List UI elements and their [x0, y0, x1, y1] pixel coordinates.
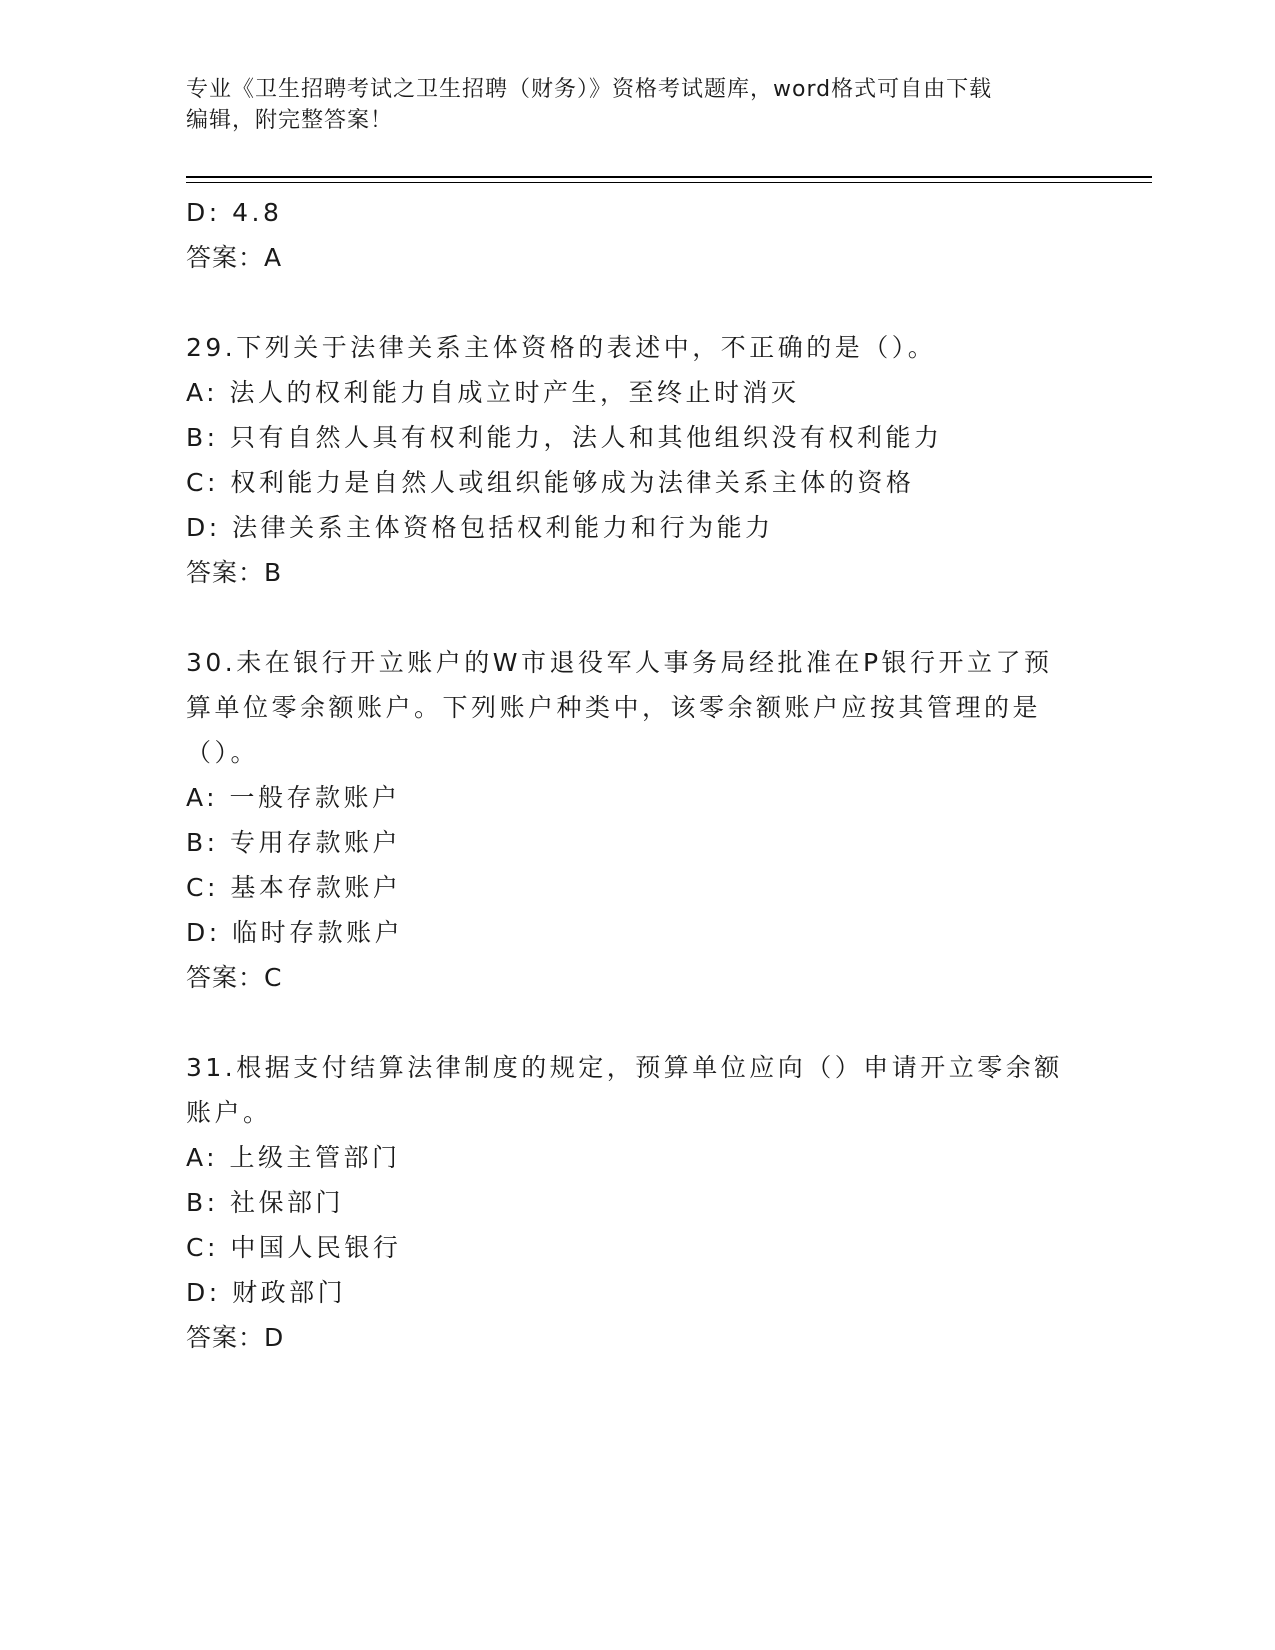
option-d: D: 临时存款账户 [186, 918, 404, 947]
answer: 答案：C [186, 963, 283, 992]
question-text-line-3: （）。 [186, 738, 260, 767]
spacer [186, 280, 1086, 325]
carryover-answer: 答案：A [186, 243, 283, 272]
spacer [186, 1000, 1086, 1045]
option-b: B: 只有自然人具有权利能力，法人和其他组织没有权利能力 [186, 423, 943, 452]
page-header [186, 74, 1066, 136]
question-31 [186, 1045, 1086, 1360]
header-line-1: 专业《卫生招聘考试之卫生招聘（财务）》资格考试题库，word格式可自由下载 [186, 77, 993, 102]
question-text-line-1: 30.未在银行开立账户的W市退役军人事务局经批准在P银行开立了预 [186, 648, 1053, 677]
option-c: C: 中国人民银行 [186, 1233, 402, 1262]
option-d: D: 法律关系主体资格包括权利能力和行为能力 [186, 513, 774, 542]
answer: 答案：B [186, 558, 283, 587]
header-rule-thick [186, 176, 1152, 178]
option-c: C: 权利能力是自然人或组织能够成为法律关系主体的资格 [186, 468, 915, 497]
header-rule-thin [186, 182, 1152, 183]
question-text-line-1: 31.根据支付结算法律制度的规定，预算单位应向（）申请开立零余额 [186, 1053, 1063, 1082]
question-text-line-2: 账户。 [186, 1098, 272, 1127]
question-30 [186, 640, 1086, 1000]
carryover-option-d: D: 4.8 [186, 198, 283, 227]
option-a: A: 法人的权利能力自成立时产生，至终止时消灭 [186, 378, 800, 407]
header-line-2: 编辑，附完整答案！ [186, 108, 394, 133]
option-a: A: 一般存款账户 [186, 783, 401, 812]
question-text-line-2: 算单位零余额账户。下列账户种类中，该零余额账户应按其管理的是 [186, 693, 1042, 722]
option-d: D: 财政部门 [186, 1278, 347, 1307]
document-body [186, 190, 1086, 1360]
question-29 [186, 325, 1086, 595]
option-b: B: 社保部门 [186, 1188, 345, 1217]
spacer [186, 595, 1086, 640]
option-b: B: 专用存款账户 [186, 828, 402, 857]
question-text: 29.下列关于法律关系主体资格的表述中，不正确的是（）。 [186, 333, 937, 362]
answer: 答案：D [186, 1323, 285, 1352]
option-a: A: 上级主管部门 [186, 1143, 401, 1172]
option-c: C: 基本存款账户 [186, 873, 402, 902]
